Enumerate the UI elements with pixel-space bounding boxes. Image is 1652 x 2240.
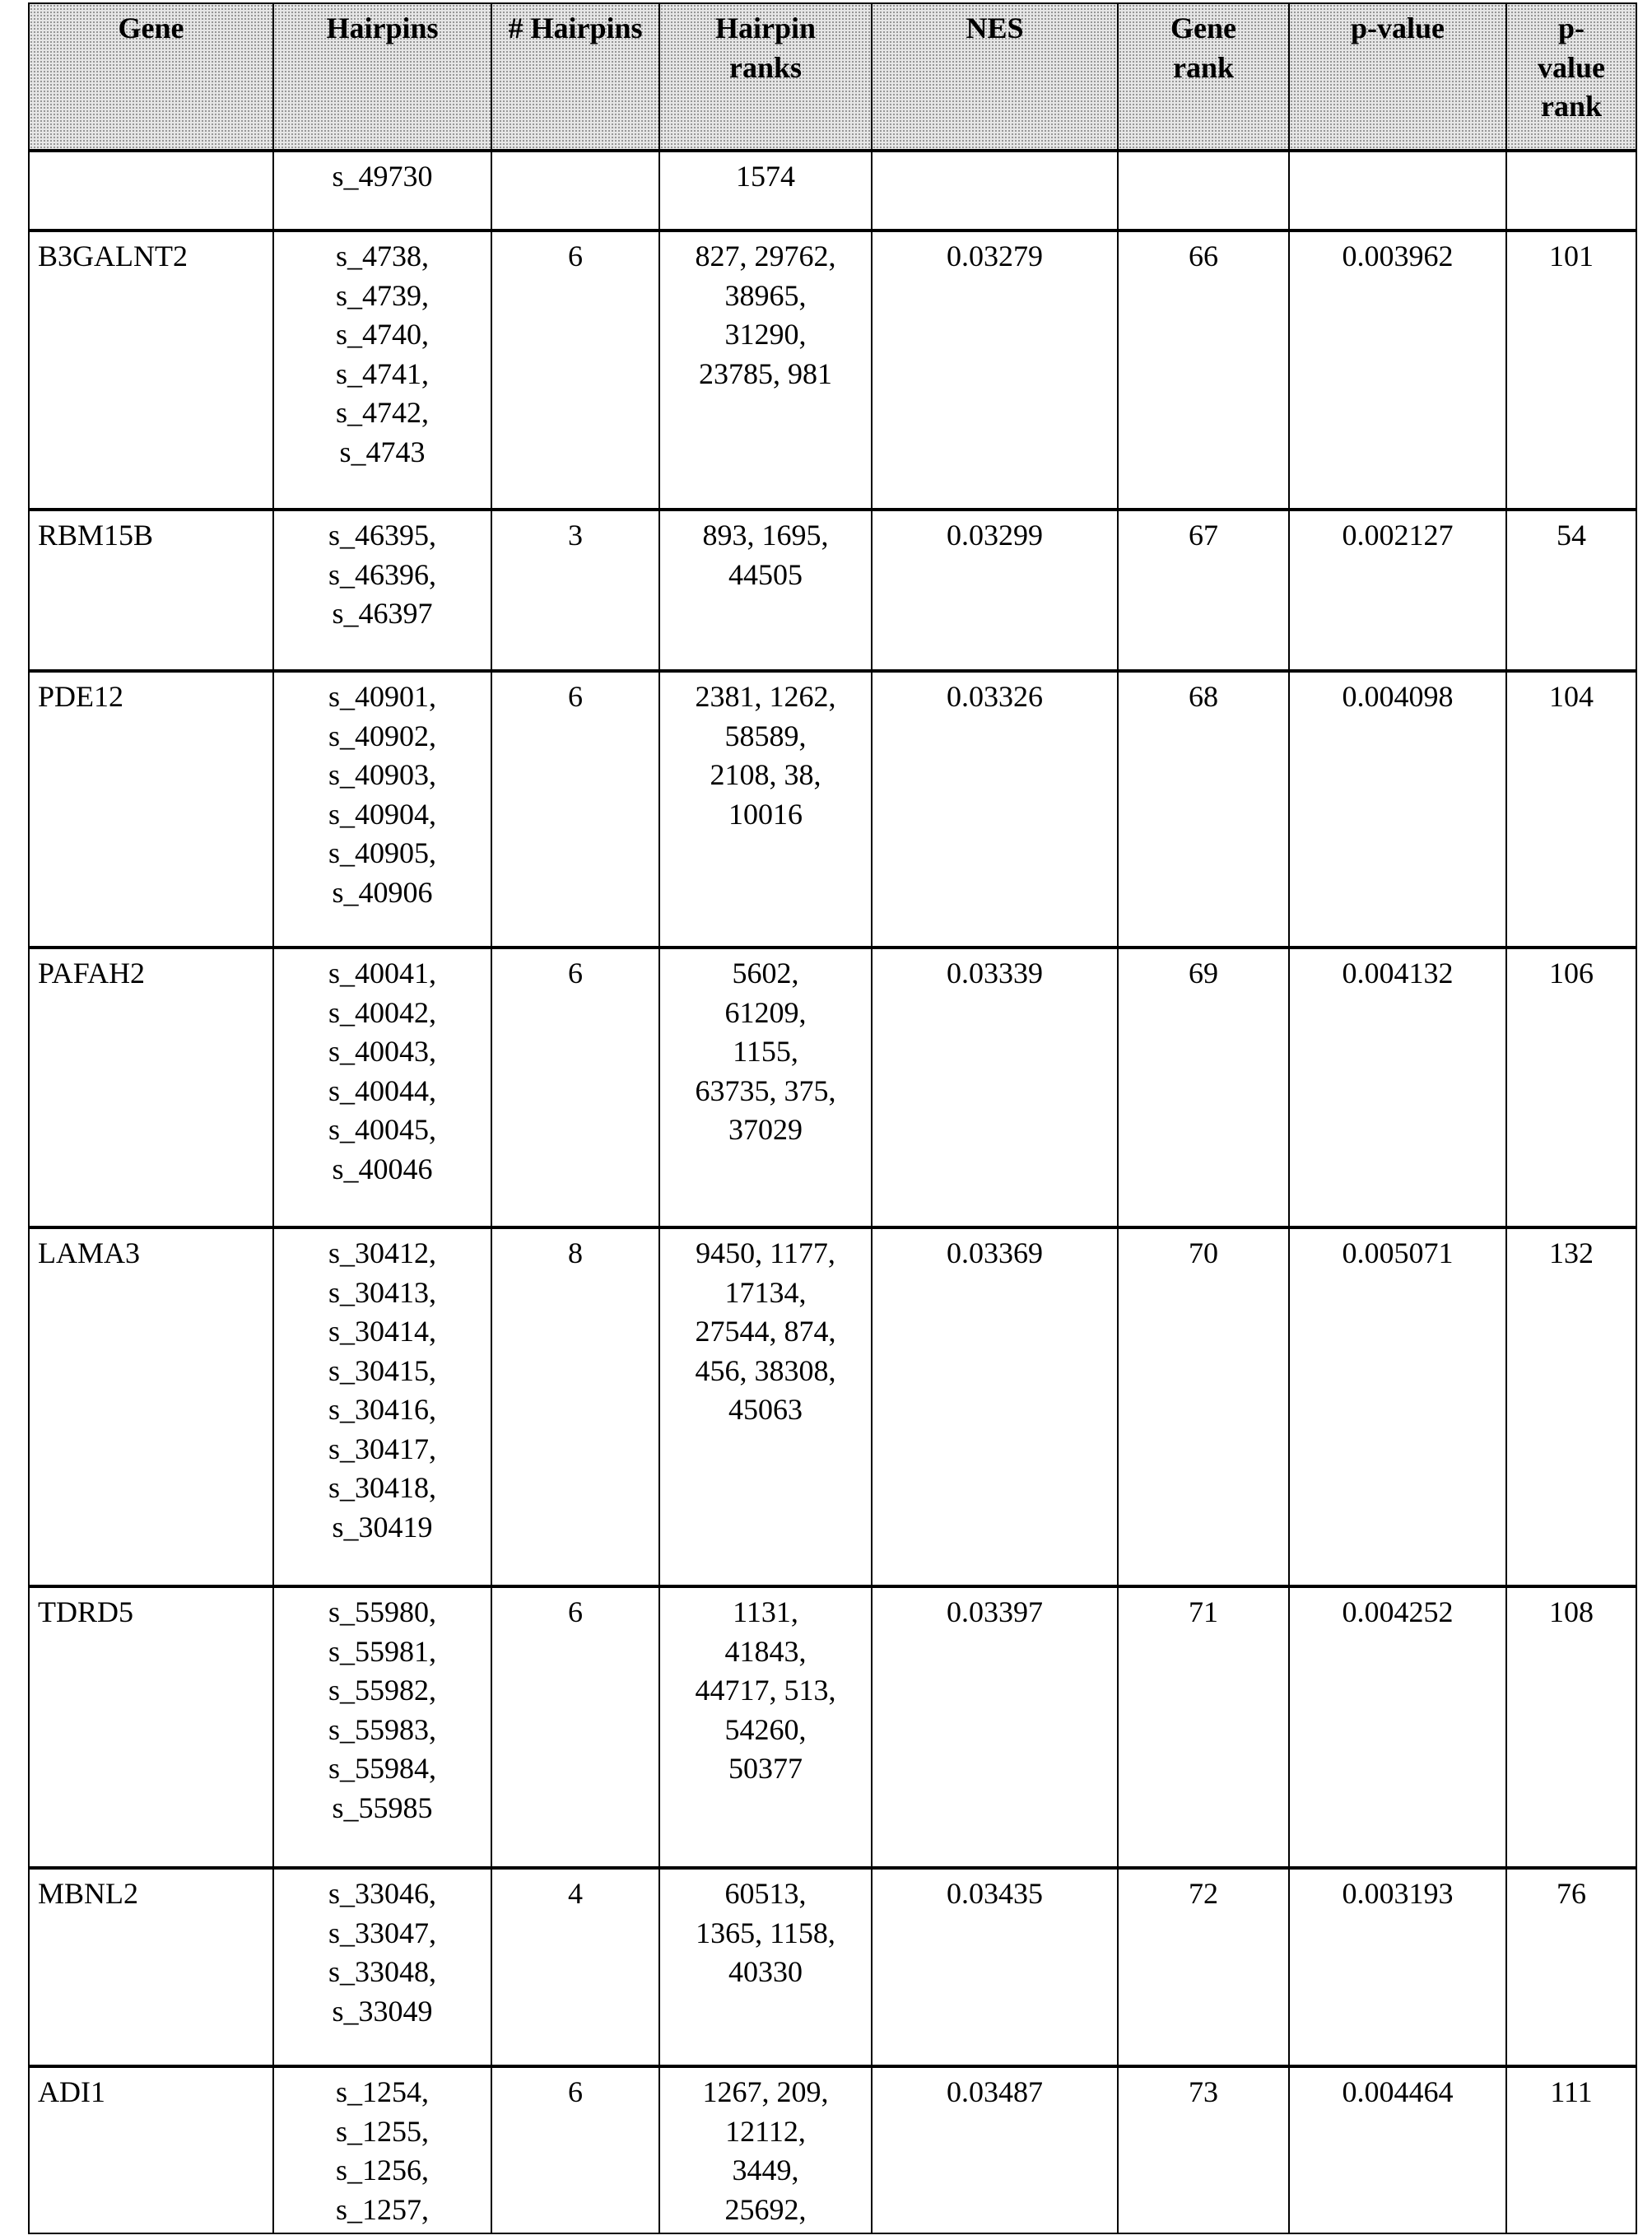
gene-rank-cell: 67 — [1118, 510, 1289, 671]
hairpins-line: s_4740, — [281, 315, 484, 355]
hairpin-ranks-line: 827, 29762, — [667, 237, 864, 277]
hairpin-ranks-line: 50377 — [667, 1749, 864, 1789]
hairpins-cell — [273, 2066, 491, 2233]
table-header-row — [29, 3, 1636, 151]
column-header-label: # Hairpins — [499, 9, 652, 49]
column-header-label: Gene — [36, 9, 266, 49]
hairpin-ranks-line: 1267, 209, — [667, 2073, 864, 2112]
p-value-cell: 0.004464 — [1289, 2066, 1506, 2233]
num-hairpins-cell: 6 — [491, 948, 659, 1227]
hairpins-line: s_30414, — [281, 1312, 484, 1352]
hairpins-line: s_55981, — [281, 1632, 484, 1672]
hairpin-ranks-line: 1574 — [667, 157, 864, 197]
column-header — [1506, 3, 1636, 151]
p-value-cell: 0.003193 — [1289, 1868, 1506, 2066]
p-value-rank-cell: 111 — [1506, 2066, 1636, 2233]
hairpins-line: s_4741, — [281, 355, 484, 394]
hairpins-line: s_46397 — [281, 594, 484, 634]
hairpins-line: s_55983, — [281, 1711, 484, 1750]
hairpins-line: s_30417, — [281, 1430, 484, 1469]
hairpin-ranks-line: 44717, 513, — [667, 1671, 864, 1711]
hairpin-ranks-line: 38965, — [667, 277, 864, 316]
table-row — [29, 151, 1636, 231]
hairpins-line: s_33049 — [281, 1992, 484, 2032]
hairpin-ranks-line: 893, 1695, — [667, 516, 864, 556]
column-header-label: Hairpin — [667, 9, 864, 49]
hairpins-line: s_40903, — [281, 756, 484, 795]
column-header — [273, 3, 491, 151]
num-hairpins-cell: 3 — [491, 510, 659, 671]
nes-cell — [872, 151, 1118, 231]
table-row — [29, 1868, 1636, 2066]
hairpin-ranks-line: 2381, 1262, — [667, 678, 864, 717]
hairpins-line: s_55984, — [281, 1749, 484, 1789]
table-row — [29, 510, 1636, 671]
column-header-label: value — [1514, 49, 1629, 88]
hairpin-ranks-line: 23785, 981 — [667, 355, 864, 394]
gene-cell: LAMA3 — [29, 1227, 273, 1586]
hairpin-ranks-line: 1365, 1158, — [667, 1914, 864, 1954]
hairpins-line: s_46396, — [281, 556, 484, 595]
num-hairpins-cell: 6 — [491, 1586, 659, 1868]
hairpins-line: s_40905, — [281, 834, 484, 873]
hairpin-ranks-line: 25692, — [667, 2191, 864, 2230]
hairpins-cell — [273, 1586, 491, 1868]
hairpin-ranks-cell — [659, 231, 872, 510]
hairpins-line: s_49730 — [281, 157, 484, 197]
num-hairpins-cell: 6 — [491, 231, 659, 510]
column-header-label: ranks — [667, 49, 864, 88]
gene-cell: PDE12 — [29, 671, 273, 948]
hairpin-ranks-cell — [659, 1586, 872, 1868]
p-value-rank-cell: 108 — [1506, 1586, 1636, 1868]
hairpin-ranks-line: 44505 — [667, 556, 864, 595]
hairpins-line: s_40042, — [281, 994, 484, 1033]
hairpins-line: s_40904, — [281, 795, 484, 835]
hairpin-ranks-line: 45063 — [667, 1390, 864, 1430]
hairpin-ranks-line: 31290, — [667, 315, 864, 355]
hairpins-cell — [273, 1868, 491, 2066]
column-header-label: rank — [1514, 87, 1629, 127]
hairpins-line: s_4738, — [281, 237, 484, 277]
p-value-rank-cell: 132 — [1506, 1227, 1636, 1586]
hairpins-line: s_40043, — [281, 1032, 484, 1072]
hairpin-ranks-line: 60513, — [667, 1874, 864, 1914]
hairpins-line: s_4742, — [281, 394, 484, 433]
hairpins-line: s_40906 — [281, 873, 484, 913]
hairpins-line: s_30412, — [281, 1234, 484, 1274]
p-value-rank-cell: 76 — [1506, 1868, 1636, 2066]
hairpin-ranks-cell — [659, 671, 872, 948]
nes-cell: 0.03487 — [872, 2066, 1118, 2233]
p-value-rank-cell: 101 — [1506, 231, 1636, 510]
hairpins-line: s_1254, — [281, 2073, 484, 2112]
nes-cell: 0.03397 — [872, 1586, 1118, 1868]
hairpin-ranks-line: 10016 — [667, 795, 864, 835]
hairpins-line: s_1257, — [281, 2191, 484, 2230]
hairpin-ranks-line: 17134, — [667, 1274, 864, 1313]
gene-cell: ADI1 — [29, 2066, 273, 2233]
table-row — [29, 1227, 1636, 1586]
hairpin-ranks-line: 63735, 375, — [667, 1072, 864, 1111]
hairpins-cell — [273, 231, 491, 510]
hairpin-ranks-line: 40330 — [667, 1953, 864, 1992]
hairpin-ranks-line: 9450, 1177, — [667, 1234, 864, 1274]
hairpin-ranks-line: 61209, — [667, 994, 864, 1033]
hairpins-line: s_40902, — [281, 717, 484, 757]
gene-rank-cell: 73 — [1118, 2066, 1289, 2233]
hairpin-ranks-cell — [659, 510, 872, 671]
hairpin-ranks-cell — [659, 948, 872, 1227]
hairpins-line: s_30419 — [281, 1508, 484, 1548]
p-value-cell: 0.004132 — [1289, 948, 1506, 1227]
num-hairpins-cell: 6 — [491, 2066, 659, 2233]
p-value-rank-cell: 104 — [1506, 671, 1636, 948]
num-hairpins-cell — [491, 151, 659, 231]
column-header-label: Gene — [1125, 9, 1282, 49]
hairpins-line: s_40045, — [281, 1111, 484, 1150]
hairpins-line: s_40041, — [281, 954, 484, 994]
column-header — [872, 3, 1118, 151]
nes-cell: 0.03326 — [872, 671, 1118, 948]
hairpin-ranks-cell — [659, 151, 872, 231]
hairpins-line: s_30416, — [281, 1390, 484, 1430]
gene-rank-cell: 68 — [1118, 671, 1289, 948]
hairpins-line: s_1255, — [281, 2112, 484, 2152]
column-header — [29, 3, 273, 151]
hairpin-ranks-line: 5602, — [667, 954, 864, 994]
gene-hairpin-table — [28, 2, 1637, 2234]
hairpins-line: s_55982, — [281, 1671, 484, 1711]
p-value-cell — [1289, 151, 1506, 231]
column-header — [1118, 3, 1289, 151]
nes-cell: 0.03369 — [872, 1227, 1118, 1586]
gene-cell — [29, 151, 273, 231]
hairpins-line: s_4743 — [281, 433, 484, 473]
column-header — [1289, 3, 1506, 151]
hairpin-ranks-line: 58589, — [667, 717, 864, 757]
column-header-label: rank — [1125, 49, 1282, 88]
hairpin-ranks-cell — [659, 2066, 872, 2233]
hairpin-ranks-line: 54260, — [667, 1711, 864, 1750]
column-header-label: Hairpins — [281, 9, 484, 49]
table-row — [29, 1586, 1636, 1868]
hairpins-line: s_40044, — [281, 1072, 484, 1111]
hairpins-line: s_33046, — [281, 1874, 484, 1914]
hairpin-ranks-line: 12112, — [667, 2112, 864, 2152]
table-row — [29, 671, 1636, 948]
hairpins-line: s_1256, — [281, 2151, 484, 2191]
hairpins-line: s_40046 — [281, 1150, 484, 1190]
hairpins-line: s_30418, — [281, 1469, 484, 1508]
p-value-cell: 0.002127 — [1289, 510, 1506, 671]
hairpins-line: s_55980, — [281, 1593, 484, 1632]
p-value-cell: 0.004252 — [1289, 1586, 1506, 1868]
gene-rank-cell: 72 — [1118, 1868, 1289, 2066]
hairpin-ranks-line: 3449, — [667, 2151, 864, 2191]
column-header-label: p-value — [1296, 9, 1499, 49]
p-value-rank-cell: 106 — [1506, 948, 1636, 1227]
hairpin-ranks-cell — [659, 1868, 872, 2066]
hairpin-ranks-cell — [659, 1227, 872, 1586]
table-row — [29, 231, 1636, 510]
hairpins-line: s_55985 — [281, 1789, 484, 1828]
hairpins-line: s_30415, — [281, 1352, 484, 1391]
table-row — [29, 2066, 1636, 2233]
column-header-label: p- — [1514, 9, 1629, 49]
nes-cell: 0.03279 — [872, 231, 1118, 510]
gene-cell: TDRD5 — [29, 1586, 273, 1868]
p-value-rank-cell: 54 — [1506, 510, 1636, 671]
gene-rank-cell: 70 — [1118, 1227, 1289, 1586]
p-value-rank-cell — [1506, 151, 1636, 231]
nes-cell: 0.03299 — [872, 510, 1118, 671]
p-value-cell: 0.004098 — [1289, 671, 1506, 948]
hairpins-line: s_4739, — [281, 277, 484, 316]
gene-rank-cell: 69 — [1118, 948, 1289, 1227]
column-header — [659, 3, 872, 151]
hairpin-ranks-line: 2108, 38, — [667, 756, 864, 795]
num-hairpins-cell: 4 — [491, 1868, 659, 2066]
hairpin-ranks-line: 1155, — [667, 1032, 864, 1072]
gene-rank-cell — [1118, 151, 1289, 231]
nes-cell: 0.03339 — [872, 948, 1118, 1227]
hairpin-ranks-line: 1131, — [667, 1593, 864, 1632]
gene-rank-cell: 66 — [1118, 231, 1289, 510]
hairpins-cell — [273, 1227, 491, 1586]
hairpin-ranks-line: 27544, 874, — [667, 1312, 864, 1352]
hairpins-cell — [273, 948, 491, 1227]
gene-cell: RBM15B — [29, 510, 273, 671]
gene-cell: B3GALNT2 — [29, 231, 273, 510]
hairpin-ranks-line: 456, 38308, — [667, 1352, 864, 1391]
hairpins-cell — [273, 510, 491, 671]
hairpins-line: s_30413, — [281, 1274, 484, 1313]
gene-cell: PAFAH2 — [29, 948, 273, 1227]
hairpins-cell — [273, 151, 491, 231]
p-value-cell: 0.003962 — [1289, 231, 1506, 510]
nes-cell: 0.03435 — [872, 1868, 1118, 2066]
hairpin-ranks-line: 37029 — [667, 1111, 864, 1150]
p-value-cell: 0.005071 — [1289, 1227, 1506, 1586]
column-header — [491, 3, 659, 151]
gene-rank-cell: 71 — [1118, 1586, 1289, 1868]
num-hairpins-cell: 6 — [491, 671, 659, 948]
hairpin-ranks-line: 41843, — [667, 1632, 864, 1672]
hairpins-line: s_33048, — [281, 1953, 484, 1992]
gene-cell: MBNL2 — [29, 1868, 273, 2066]
table-row — [29, 948, 1636, 1227]
column-header-label: NES — [879, 9, 1110, 49]
hairpins-line: s_33047, — [281, 1914, 484, 1954]
hairpins-line: s_40901, — [281, 678, 484, 717]
num-hairpins-cell: 8 — [491, 1227, 659, 1586]
hairpins-line: s_46395, — [281, 516, 484, 556]
hairpins-cell — [273, 671, 491, 948]
